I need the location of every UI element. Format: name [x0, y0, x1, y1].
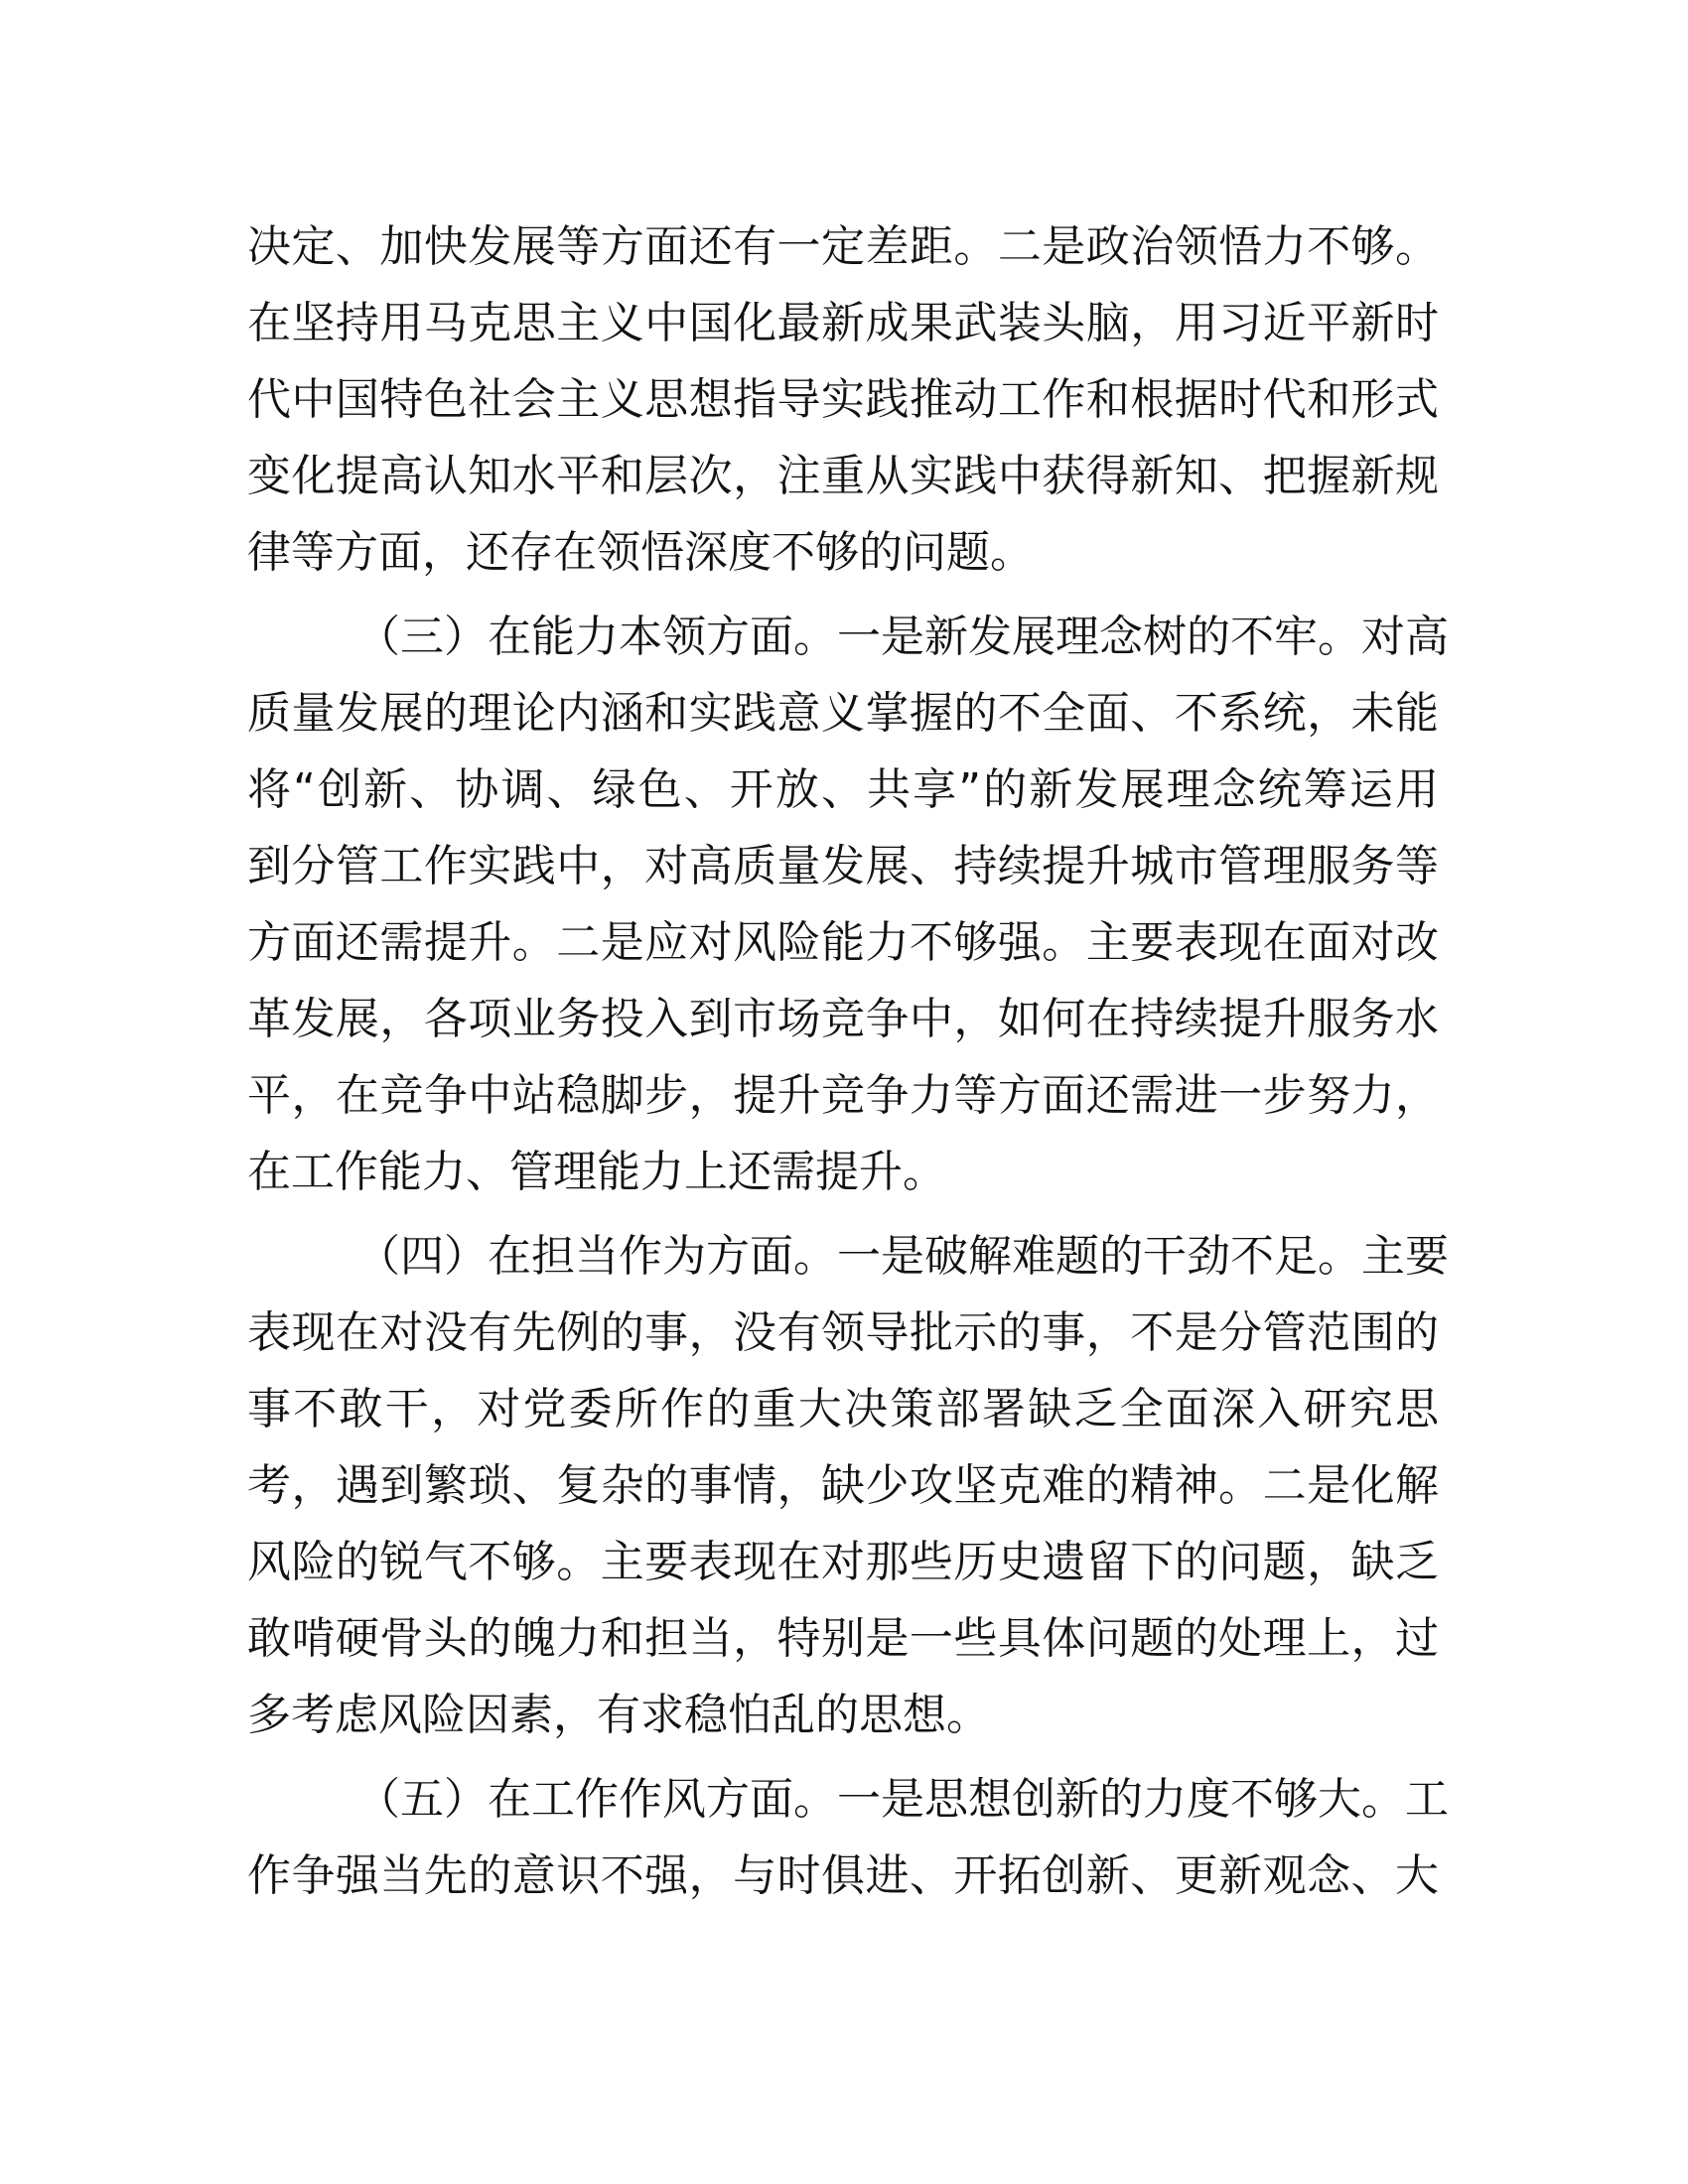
paragraph-work-style — [247, 1761, 1449, 1914]
text-line: 代中国特色社会主义思想指导实践推动工作和根据时代和形式 — [247, 374, 1439, 425]
text-line: 决定、加快发展等方面还有一定差距。二是政治领悟力不够。 — [247, 221, 1439, 272]
text-line: （五）在工作作风方面。一是思想创新的力度不够大。工 — [356, 1774, 1449, 1825]
text-line: 质量发展的理论内涵和实践意义掌握的不全面、不系统，未能 — [247, 688, 1439, 739]
text-line: 到分管工作实践中，对高质量发展、持续提升城市管理服务等 — [247, 841, 1439, 891]
text-line: 将“创新、协调、绿色、开放、共享”的新发展理念统筹运用 — [247, 764, 1439, 815]
text-line: 多考虑风险因素，有求稳怕乱的思想。 — [247, 1690, 990, 1740]
text-line: 敢啃硬骨头的魄力和担当，特别是一些具体问题的处理上，过 — [247, 1613, 1439, 1664]
text-line: 风险的锐气不够。主要表现在对那些历史遗留下的问题，缺乏 — [247, 1537, 1439, 1587]
paragraph-responsibility — [247, 1218, 1449, 1753]
text-line: 方面还需提升。二是应对风险能力不够强。主要表现在面对改 — [247, 917, 1439, 968]
text-line: 表现在对没有先例的事，没有领导批示的事，不是分管范围的 — [247, 1307, 1439, 1358]
text-line: 事不敢干，对党委所作的重大决策部署缺乏全面深入研究思 — [247, 1384, 1439, 1434]
text-line: 律等方面，还存在领悟深度不够的问题。 — [247, 527, 1034, 578]
text-line: 在坚持用马克思主义中国化最新成果武装头脑，用习近平新时 — [247, 298, 1439, 348]
text-line: 变化提高认知水平和层次，注重从实践中获得新知、把握新规 — [247, 451, 1439, 501]
text-line: 作争强当先的意识不强，与时俱进、开拓创新、更新观念、大 — [247, 1850, 1439, 1901]
text-line: 平，在竞争中站稳脚步，提升竞争力等方面还需进一步努力， — [247, 1070, 1439, 1121]
paragraph-political-insight — [247, 208, 1439, 591]
text-line: （三）在能力本领方面。一是新发展理念树的不牢。对高 — [356, 612, 1449, 662]
text-line: 革发展，各项业务投入到市场竞争中，如何在持续提升服务水 — [247, 994, 1439, 1044]
text-line: 考，遇到繁琐、复杂的事情，缺少攻坚克难的精神。二是化解 — [247, 1460, 1439, 1511]
text-line: （四）在担当作为方面。一是破解难题的干劲不足。主要 — [356, 1231, 1449, 1282]
document-body — [247, 208, 1449, 1914]
paragraph-ability-skills — [247, 599, 1449, 1210]
text-line: 在工作能力、管理能力上还需提升。 — [247, 1147, 946, 1197]
